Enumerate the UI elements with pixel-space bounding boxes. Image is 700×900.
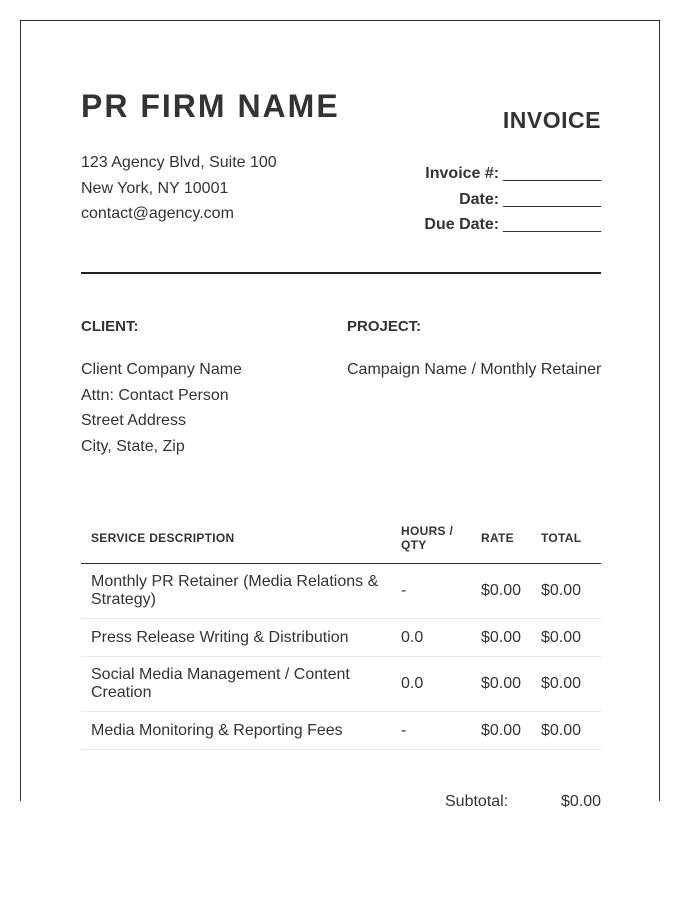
client-label: CLIENT: <box>81 318 139 335</box>
header-rate: RATE <box>481 513 541 564</box>
firm-email: contact@agency.com <box>81 205 234 222</box>
row-total: $0.00 <box>541 619 601 657</box>
firm-address <box>81 150 277 227</box>
services-table <box>81 513 601 750</box>
row-description: Media Monitoring & Reporting Fees <box>81 712 391 750</box>
invoice-number-field: ___________ <box>503 165 601 182</box>
invoice-page <box>20 20 660 810</box>
firm-address-line1: 123 Agency Blvd, Suite 100 <box>81 154 277 171</box>
table-row <box>81 657 601 712</box>
row-qty: 0.0 <box>391 619 481 657</box>
invoice-date-label: Date: <box>459 190 500 208</box>
project-label: PROJECT: <box>347 318 422 335</box>
row-qty: - <box>391 564 481 619</box>
table-row <box>81 564 601 619</box>
row-qty: 0.0 <box>391 657 481 712</box>
row-description: Social Media Management / Content Creation <box>81 657 391 712</box>
subtotal-label: Subtotal: <box>445 793 509 810</box>
table-row <box>81 619 601 657</box>
invoice-date-row <box>424 187 601 213</box>
client-company: Client Company Name <box>81 361 242 378</box>
header-qty <box>391 513 481 564</box>
header-total: TOTAL <box>541 513 601 564</box>
row-rate: $0.00 <box>481 619 541 657</box>
invoice-due-date-row <box>424 212 601 238</box>
invoice-number-label: Invoice #: <box>425 165 500 182</box>
subtotal-value: $0.00 <box>561 793 602 810</box>
project-name: Campaign Name / Monthly Retainer <box>347 361 602 378</box>
header-qty-line2: QTY <box>401 538 427 552</box>
firm-address-line2: New York, NY 10001 <box>81 179 229 197</box>
firm-name: PR FIRM NAME <box>81 88 340 124</box>
invoice-date-field: ___________ <box>503 190 601 208</box>
row-description: Press Release Writing & Distribution <box>81 619 391 657</box>
header-divider <box>81 272 601 274</box>
row-total: $0.00 <box>541 564 601 619</box>
header-qty-line1: HOURS / <box>401 524 454 538</box>
row-rate: $0.00 <box>481 712 541 750</box>
row-qty: - <box>391 712 481 750</box>
client-city: City, State, Zip <box>81 437 185 455</box>
client-street: Street Address <box>81 412 186 429</box>
invoice-due-date-label: Due Date: <box>424 216 500 233</box>
invoice-meta <box>424 161 601 238</box>
row-description: Monthly PR Retainer (Media Relations & Strategy) <box>81 564 391 619</box>
client-attn: Attn: Contact Person <box>81 386 229 404</box>
invoice-due-date-field: ___________ <box>503 216 601 233</box>
header-description: SERVICE DESCRIPTION <box>81 513 391 564</box>
table-row <box>81 712 601 750</box>
invoice-number-row <box>424 161 601 187</box>
row-total: $0.00 <box>541 712 601 750</box>
row-total: $0.00 <box>541 657 601 712</box>
row-rate: $0.00 <box>481 657 541 712</box>
row-rate: $0.00 <box>481 564 541 619</box>
client-details <box>81 357 242 459</box>
invoice-title: INVOICE <box>502 107 601 133</box>
table-header-row <box>81 513 601 564</box>
